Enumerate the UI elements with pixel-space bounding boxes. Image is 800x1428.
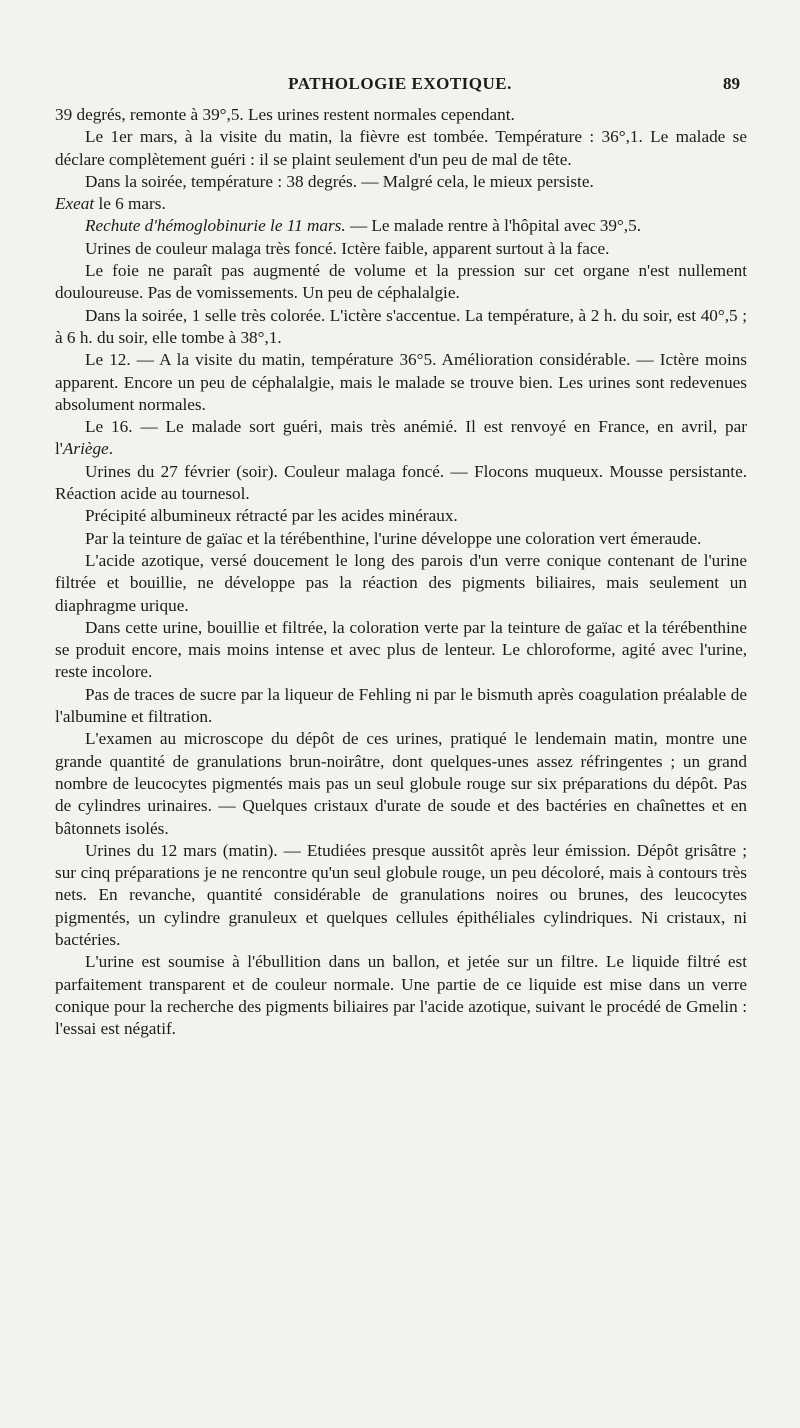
paragraph: L'urine est soumise à l'ébullition dans un ballon, et jetée sur un filtre. Le liquide filtré est parfaitement transparent et de couleur normale. Une partie de ce liquide est mise dans un verre conique pour la recherche des pigments biliaires par l'acide azotique, suivant le procédé de Gmelin : l'essai est négatif. [55, 952, 747, 1039]
paragraph [55, 193, 747, 215]
paragraph: L'acide azotique, versé doucement le long des parois d'un verre conique contenant de l'urine filtrée et bouillie, ne développe pas la réaction des pigments biliaires, mais seulement un diaphragme urique. [55, 550, 747, 615]
paragraph: Urines du 12 mars (matin). — Etudiées presque aussitôt après leur émission. Dépôt grisâtre ; sur cinq préparations je ne rencontre qu'un seul globule rouge, un peu décoloré, mais à contours très nets. En revanche, quantité considérable de granulations noires ou brunes, des leucocytes pigmentés, un cylindre granuleux et quelques cellules épithéliales cylindriques. Ni cristaux, ni bactéries. [55, 840, 747, 949]
paragraph: L'examen au microscope du dépôt de ces urines, pratiqué le lendemain matin, montre une grande quantité de granulations brun-noirâtre, dont quelques-unes assez réfringentes ; un grand nombre de leucocytes pigmentés mais pas un seul globule rouge sur six préparations du dépôt. Pas de cylindres urinaires. — Quelques cristaux d'urate de soude et des bactéries en chaînettes et en bâtonnets isolés. [55, 729, 747, 838]
paragraph-text: le 6 mars. [98, 194, 166, 214]
exeat-label: Exeat [55, 194, 95, 214]
paragraph: Dans la soirée, température : 38 degrés. — Malgré cela, le mieux persiste. [85, 171, 594, 191]
paragraph: 39 degrés, remonte à 39°,5. Les urines restent normales cependant. [55, 105, 515, 124]
paragraph-text: Le 16. — Le malade sort guéri, mais très anémié. Il est renvoyé en France, en avril, par l' [55, 417, 747, 459]
running-title: PATHOLOGIE EXOTIQUE. [288, 74, 512, 93]
ship-name: Ariège [62, 439, 109, 459]
paragraph: Le foie ne paraît pas augmenté de volume et la pression sur cet organe n'est nullement douloureuse. Pas de vomissements. Un peu de céphalalgie. [55, 261, 747, 303]
paragraph: Par la teinture de gaïac et la térébenthine, l'urine développe une coloration vert émeraude. [85, 528, 702, 548]
paragraph-text: — Le malade rentre à l'hôpital avec 39°,5. [349, 216, 641, 236]
rechute-heading: Rechute d'hémoglobinurie le 11 mars. [85, 216, 346, 236]
running-header [0, 74, 800, 98]
page-number: 89 [723, 74, 740, 93]
paragraph: Pas de traces de sucre par la liqueur de Fehling ni par le bismuth après coagulation préalable de l'albumine et filtration. [55, 684, 747, 727]
body-text [55, 104, 747, 1040]
paragraph: Urines de couleur malaga très foncé. Ictère faible, apparent surtout à la face. [85, 238, 610, 258]
paragraph: Le 1er mars, à la visite du matin, la fièvre est tombée. Température : 36°,1. Le malade se déclare complètement guéri : il se plaint seulement d'un peu de mal de tête. [55, 127, 747, 169]
paragraph: Dans la soirée, 1 selle très colorée. L'ictère s'accentue. La température, à 2 h. du soir, est 40°,5 ; à 6 h. du soir, elle tombe à 38°,1. [55, 305, 747, 347]
paragraph: Précipité albumineux rétracté par les acides minéraux. [85, 506, 458, 526]
paragraph: Le 12. — A la visite du matin, température 36°5. Amélioration considérable. — Ictère moins apparent. Encore un peu de céphalalgie, mais le malade se trouve bien. Les urines sont redevenues absolument normales. [55, 350, 747, 414]
paragraph [55, 215, 747, 237]
paragraph: Urines du 27 février (soir). Couleur malaga foncé. — Flocons muqueux. Mousse persistante. Réaction acide au tournesol. [55, 461, 747, 504]
paragraph [55, 416, 747, 461]
paragraph-end: . [108, 439, 113, 459]
paragraph: Dans cette urine, bouillie et filtrée, la coloration verte par la teinture de gaïac et la térébenthine se produit encore, mais moins intense et avec plus de lenteur. Le chloroforme, agité avec l'urine, reste incolore. [55, 617, 747, 682]
